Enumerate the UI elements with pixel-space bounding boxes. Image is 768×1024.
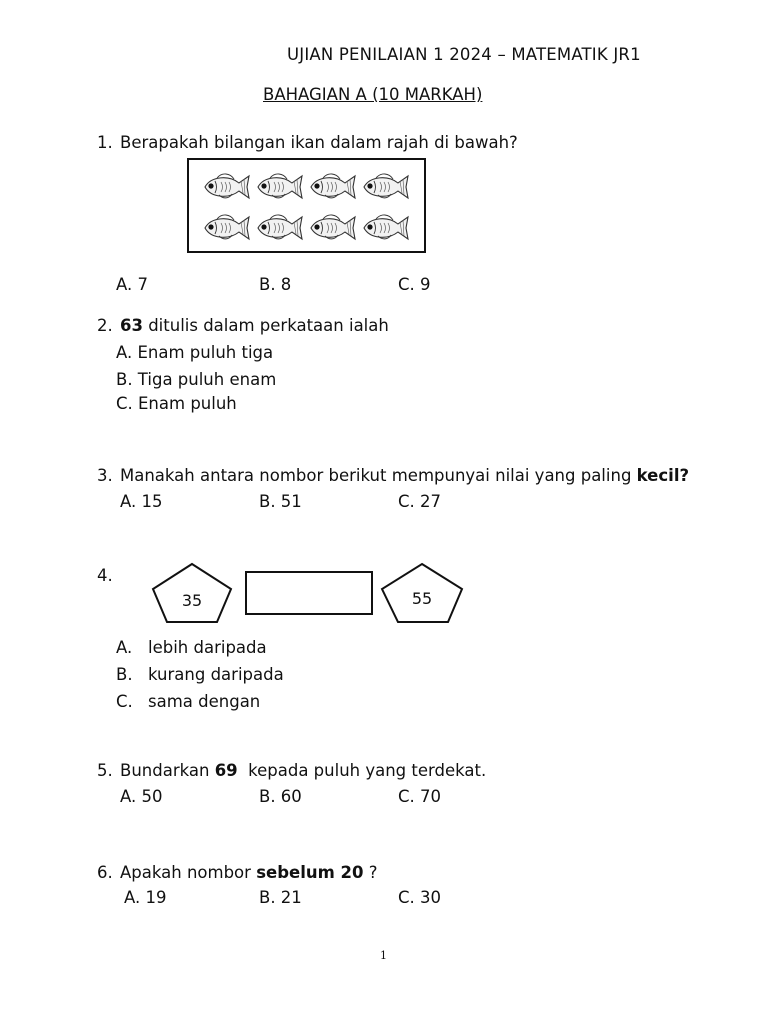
fish-icon [311, 215, 355, 239]
question-4-option-b[interactable]: kurang daripada [148, 665, 284, 684]
question-3-text [120, 468, 689, 485]
question-5-option-c[interactable]: C. 70 [398, 787, 442, 806]
question-6-bold: sebelum 20 [256, 863, 364, 882]
fish-icon [364, 215, 408, 239]
fish-group [189, 160, 428, 255]
question-4-option-c[interactable]: sama dengan [148, 692, 261, 711]
question-5-bold: 69 [214, 761, 238, 780]
question-5-option-a[interactable]: A. 50 [120, 787, 163, 806]
question-6-number: 6. [97, 863, 113, 882]
fish-icon [258, 215, 302, 239]
question-6-option-b[interactable]: B. 21 [259, 888, 302, 907]
question-4-option-c-letter: C. [116, 692, 133, 711]
question-2-number: 2. [97, 316, 113, 335]
question-1-option-a[interactable]: A. 7 [116, 275, 148, 294]
question-6-text [120, 865, 378, 882]
question-2-text [120, 318, 389, 335]
question-3-option-b[interactable]: B. 51 [259, 492, 302, 511]
fish-icon [205, 215, 249, 239]
question-3-option-a[interactable]: A. 15 [120, 492, 163, 511]
question-4-option-b-letter: B. [116, 665, 133, 684]
question-3-rest: Manakah antara nombor berikut mempunyai nilai yang paling [120, 466, 637, 485]
question-4-option-a[interactable]: lebih daripada [148, 638, 267, 657]
question-5-before: Bundarkan [120, 761, 215, 780]
question-2-option-b[interactable]: B. Tiga puluh enam [116, 370, 277, 389]
question-6-after: ? [363, 863, 378, 882]
question-1-option-c[interactable]: C. 9 [398, 275, 431, 294]
question-6-option-c[interactable]: C. 30 [398, 888, 442, 907]
comparison-figure [150, 560, 470, 626]
answer-box[interactable] [246, 572, 372, 614]
question-3-number: 3. [97, 466, 113, 485]
question-2-option-c[interactable]: C. Enam puluh [116, 394, 237, 413]
question-3-bold: kecil? [636, 466, 690, 485]
question-1-number: 1. [97, 133, 113, 152]
fish-icon [364, 174, 408, 198]
question-1-option-b[interactable]: B. 8 [259, 275, 292, 294]
fish-icon [205, 174, 249, 198]
exam-title: UJIAN PENILAIAN 1 2024 – MATEMATIK JR1 [287, 45, 641, 64]
question-6-option-a[interactable]: A. 19 [124, 888, 167, 907]
question-2-bold: 63 [120, 316, 143, 335]
question-2-option-a[interactable]: A. Enam puluh tiga [116, 343, 274, 362]
question-4-option-a-letter: A. [116, 638, 133, 657]
fish-icon [311, 174, 355, 198]
fish-icon [258, 174, 302, 198]
fish-picture-box [187, 158, 426, 253]
left-value: 35 [181, 591, 203, 610]
question-3-option-c[interactable]: C. 27 [398, 492, 442, 511]
right-value: 55 [411, 589, 433, 608]
question-1-text: Berapakah bilangan ikan dalam rajah di bawah? [120, 133, 518, 152]
question-5-option-b[interactable]: B. 60 [259, 787, 302, 806]
question-6-before: Apakah nombor [120, 863, 257, 882]
question-5-text [120, 763, 486, 780]
section-heading: BAHAGIAN A (10 MARKAH) [263, 85, 483, 104]
page-number: 1 [380, 949, 387, 962]
question-2-rest: ditulis dalam perkataan ialah [142, 316, 389, 335]
question-5-number: 5. [97, 761, 113, 780]
question-5-after: kepada puluh yang terdekat. [237, 761, 487, 780]
question-4-number: 4. [97, 566, 113, 585]
